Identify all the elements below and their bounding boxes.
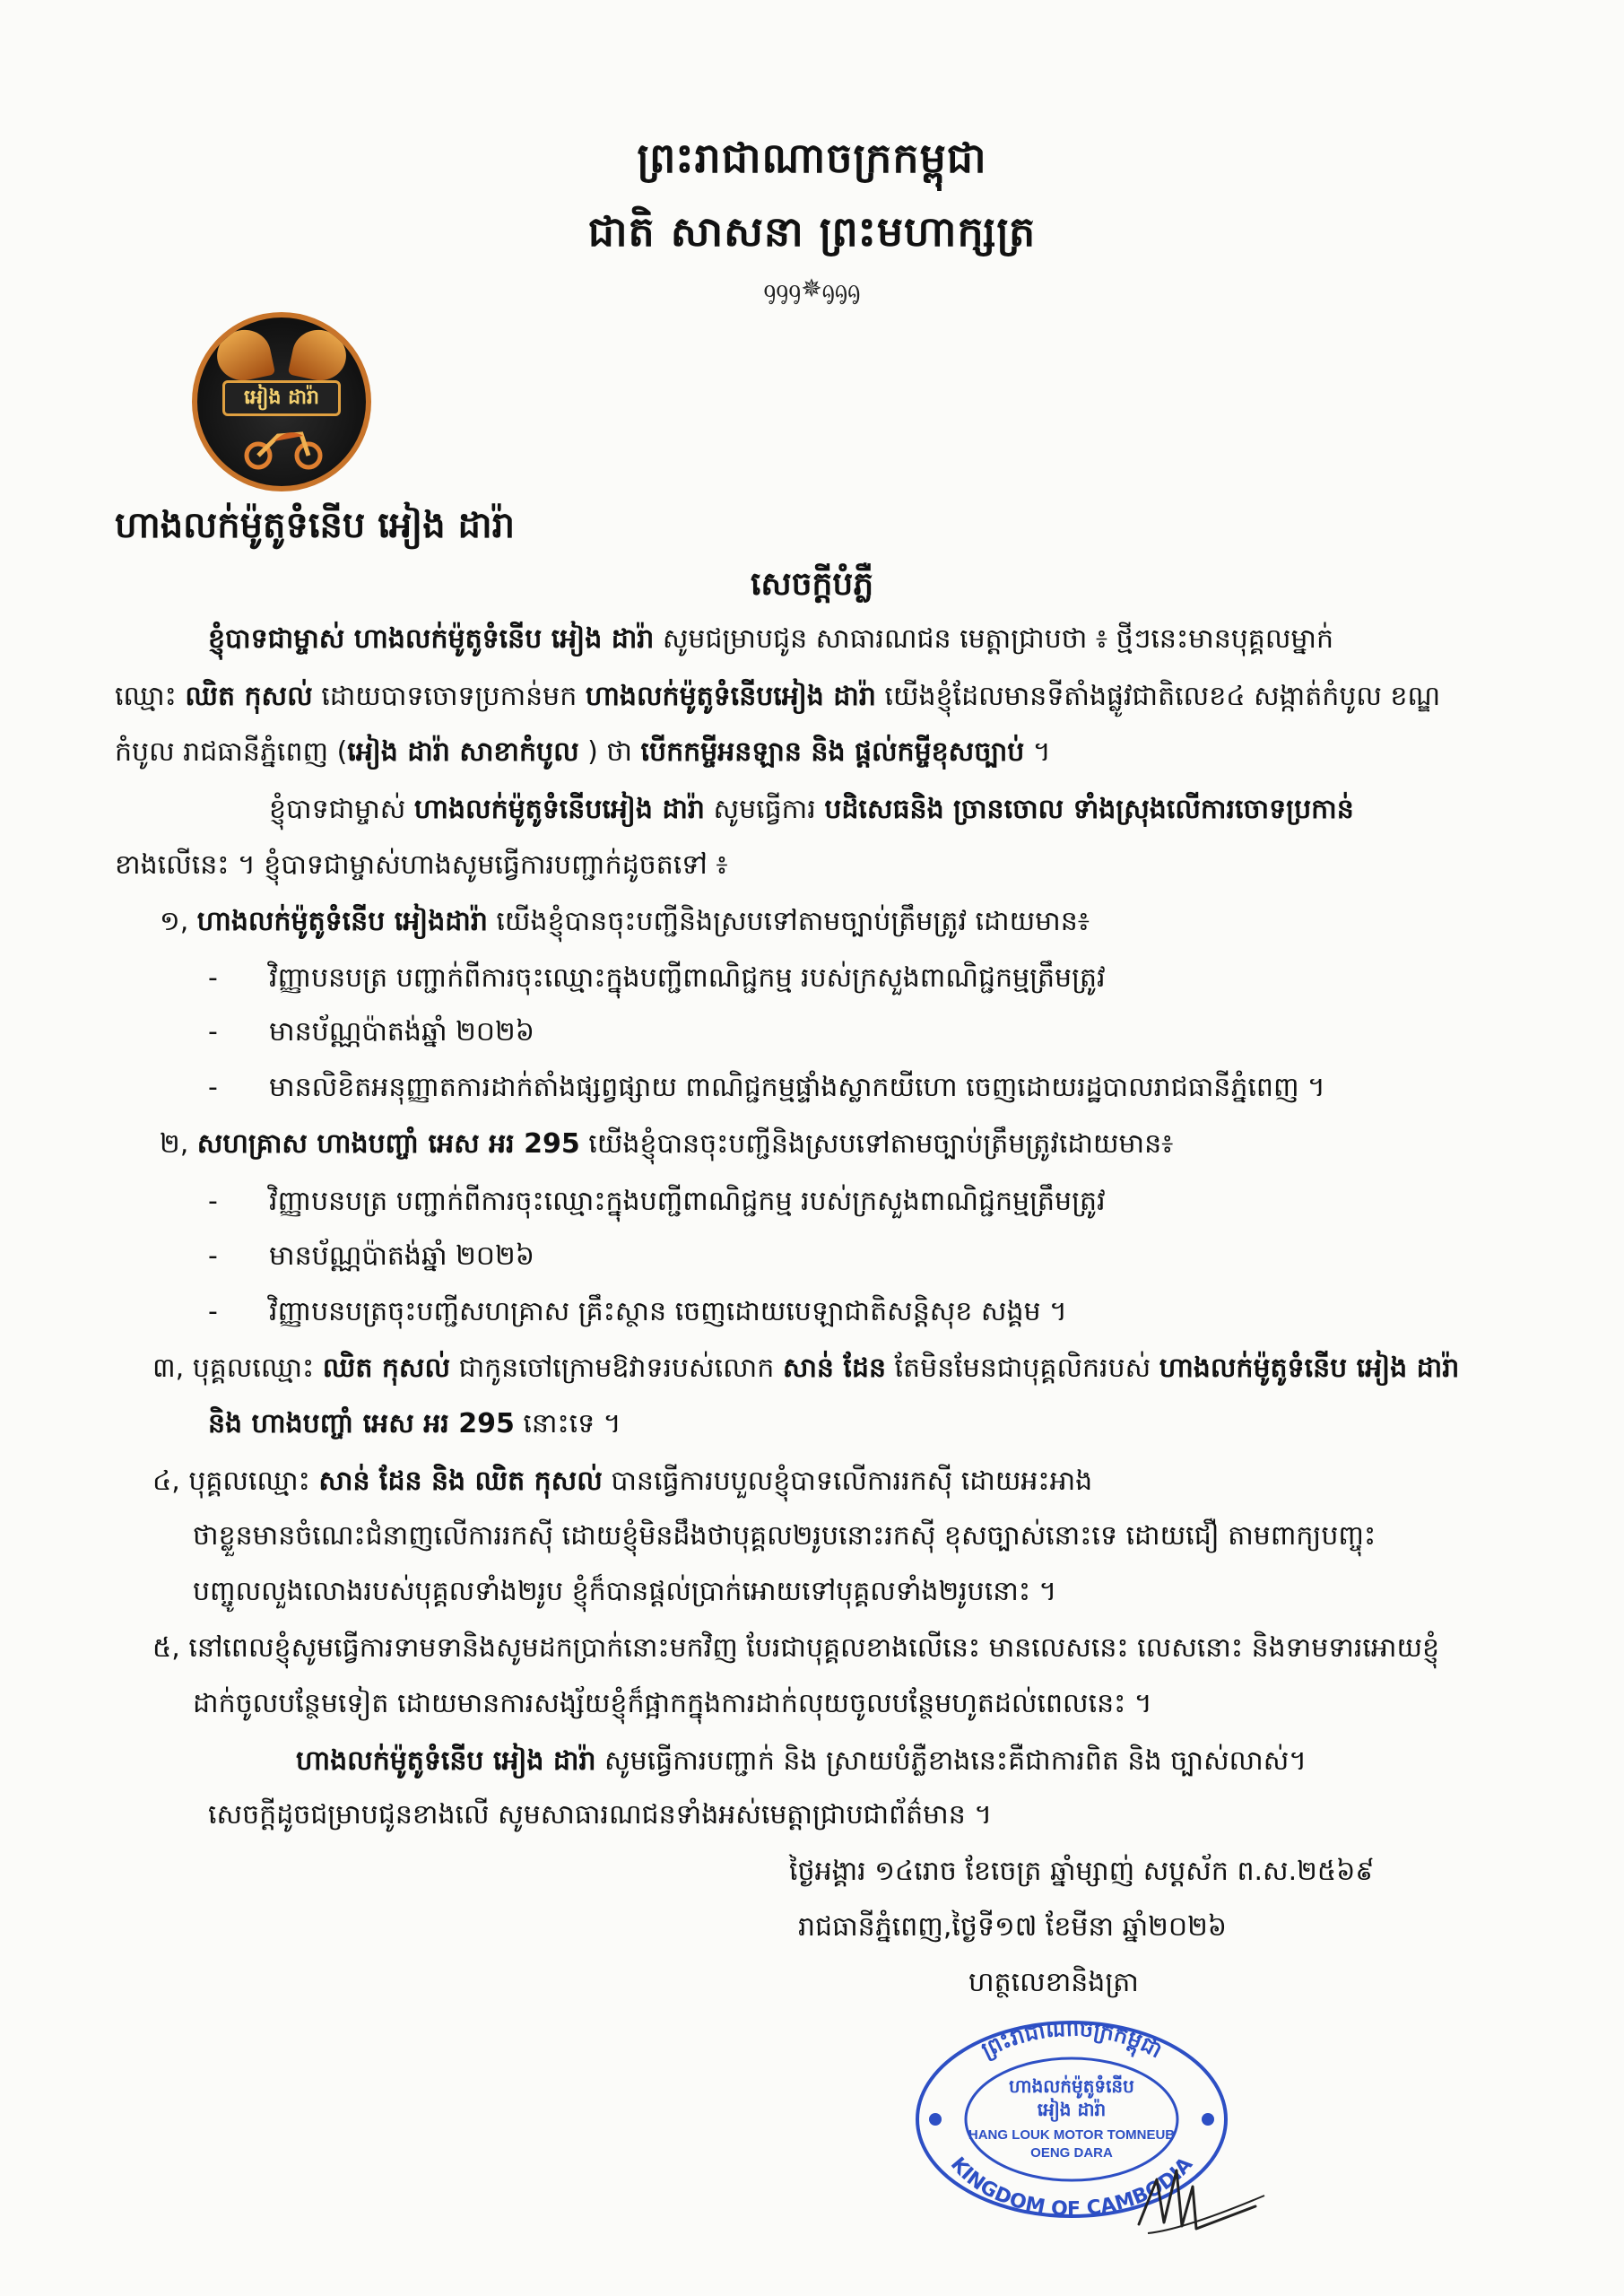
para2-line-2: ខាងលើនេះ ។ ខ្ញុំបាទជាម្ចាស់ហាងសូមធ្វើការបញ្ជាក់ដូចតទៅ ៖ [115, 849, 728, 881]
header-ornament: ᧁᧁᧁ✵ᧂᧂᧂ [763, 274, 861, 303]
logo-wing-left [213, 325, 275, 385]
handwritten-signature [1130, 2144, 1273, 2242]
item-3-line-2: និង ហាងបញ្ចាំ អេស អរ 295 នោះទេ ។ [208, 1408, 621, 1439]
company-logo [192, 312, 371, 491]
intro-line-3: កំបូល រាជធានីភ្នំពេញ (អៀង ដារ៉ា សាខាកំបូល ) ថា បើកកម្ចីអនឡាន និង ផ្ដល់កម្ចីខុសច្បាប់ ។ [115, 736, 1051, 768]
closing-line-1: ហាងលក់ម៉ូតូទំនើប អៀង ដារ៉ា សូមធ្វើការបញ្ជាក់ និង ស្រាយបំភ្លឺខាងនេះគឺជាការពិត និង ច្បាស់លាស់។ [296, 1745, 1307, 1777]
item-5-line-1: ៥, នៅពេលខ្ញុំសូមធ្វើការទាមទានិងសូមដកប្រាក់នោះមកវិញ បែរជាបុគ្គលខាងលើនេះ មានលេសនេះ លេសនោះ និងទាមទារអោយខ្ញុំ [152, 1632, 1440, 1664]
company-name: ហាងលក់ម៉ូតូទំនើប អៀង ដារ៉ា [115, 505, 516, 546]
date-lunar: ថ្ងៃអង្គារ ១៤រោច ខែចេត្រ ឆ្នាំម្សាញ់ សប្តស័ក ព.ស.២៥៦៩ [789, 1856, 1375, 1887]
closing-line-2: សេចក្ដីដូចជម្រាបជូនខាងលើ សូមសាធារណជនទាំងអស់មេត្តាជ្រាបជាព័ត៌មាន ។ [208, 1799, 993, 1831]
document-title: សេចក្ដីបំភ្លឺ [750, 566, 874, 603]
item-2-bullet-3: - វិញ្ញាបនបត្រចុះបញ្ជីសហគ្រាស គ្រឹះស្ថាន ចេញដោយបេឡាជាតិសន្តិសុខ សង្គម ។ [208, 1296, 1067, 1327]
item-1-bullet-1: - វិញ្ញាបនបត្រ បញ្ជាក់ពីការចុះឈ្មោះក្នុងបញ្ជីពាណិជ្ជកម្ម របស់ក្រសួងពាណិជ្ជកម្មត្រឹមត្រូវ [208, 962, 1106, 994]
logo-wing-right [288, 325, 351, 385]
stamp-company-kh: ហាងលក់ម៉ូតូទំនើប [1009, 2075, 1134, 2097]
stamp-top-text: ព្រះរាជាណាចក្រកម្ពុជា [977, 2015, 1167, 2064]
item-2-bullet-1: - វិញ្ញាបនបត្រ បញ្ជាក់ពីការចុះឈ្មោះក្នុងបញ្ជីពាណិជ្ជកម្ម របស់ក្រសួងពាណិជ្ជកម្មត្រឹមត្រូវ [208, 1186, 1106, 1217]
item-2-bullet-2: - មានប័ណ្ណប៉ាតង់ឆ្នាំ ២០២៦ [208, 1240, 534, 1272]
item-4-line-2: ថាខ្លួនមានចំណេះជំនាញលើការរកស៊ី ដោយខ្ញុំមិនដឹងថាបុគ្គល២រូបនោះរកស៊ី ខុសច្បាស់នោះទេ ដោយជឿ តាមពាក្យបញ្ចុះ [193, 1520, 1376, 1552]
item-3-line-1: ៣, បុគ្គលឈ្មោះ ឈិត កុសល់ ជាកូនចៅក្រោមឱវាទរបស់លោក សាន់ ដែន តែមិនមែនជាបុគ្គលិករបស់ ហាងលក់ម៉ូតូទំនើប អៀង ដារ៉ា [152, 1352, 1460, 1384]
motorbike-icon [239, 423, 328, 470]
svg-text:ព្រះរាជាណាចក្រកម្ពុជា [977, 2015, 1166, 2063]
para2-line-1: ខ្ញុំបាទជាម្ចាស់ ហាងលក់ម៉ូតូទំនើបអៀង ដារ៉ា សូមធ្វើការ បដិសេធនិង ច្រានចោល ទាំងស្រុងលើការចោទប្រកាន់ [269, 794, 1354, 825]
item-1-bullet-2: - មានប័ណ្ណប៉ាតង់ឆ្នាំ ២០២៦ [208, 1016, 534, 1048]
intro-line-2: ឈ្មោះ ឈិត កុសល់ ដោយបាទចោទប្រកាន់មក ហាងលក់ម៉ូតូទំនើបអៀង ដារ៉ា យើងខ្ញុំដែលមានទីតាំងផ្លូវជាតិលេខ៤ សង្កាត់កំបូល ខណ្ឌ [115, 681, 1441, 712]
stamp-en-1: HANG LOUK MOTOR TOMNEUB [968, 2127, 1176, 2143]
stamp-en-2: OENG DARA [1030, 2145, 1113, 2161]
intro-line-1: ខ្ញុំបាទជាម្ចាស់ ហាងលក់ម៉ូតូទំនើប អៀង ដារ៉ា សូមជម្រាបជូន សាធារណជន មេត្តាជ្រាបថា ៖ ថ្មីៗនេះមានបុគ្គលម្នាក់ [208, 623, 1334, 655]
date-solar: រាជធានីភ្នំពេញ,ថ្ងៃទី១៧ ខែមីនា ឆ្នាំ២០២៦ [798, 1911, 1228, 1943]
signature-label: ហត្ថលេខានិងត្រា [968, 1967, 1139, 1998]
logo-text: អៀង ដារ៉ា [222, 380, 341, 416]
stamp-bottom-text: KINGDOM OF CAMBODIA [945, 2152, 1198, 2220]
item-2: ២, សហគ្រាស ហាងបញ្ចាំ អេស អរ 295 យើងខ្ញុំបានចុះបញ្ជីនិងស្របទៅតាមច្បាប់ត្រឹមត្រូវដោយមាន៖ [160, 1128, 1174, 1160]
item-5-line-2: ដាក់ចូលបន្ថែមទៀត ដោយមានការសង្ស័យខ្ញុំក៏ផ្អាកក្នុងការដាក់លុយចូលបន្ថែមហូតដល់ពេលនេះ ។ [193, 1688, 1152, 1719]
header-kingdom: ព្រះរាជាណាចក្រកម្ពុជា [637, 134, 987, 182]
item-1: ១, ហាងលក់ម៉ូតូទំនើប អៀងដារ៉ា យើងខ្ញុំបានចុះបញ្ជីនិងស្របទៅតាមច្បាប់ត្រឹមត្រូវ ដោយមាន៖ [160, 906, 1090, 937]
item-4-line-1: ៤, បុគ្គលឈ្មោះ សាន់ ដែន និង ឈិត កុសល់ បានធ្វើការបបួលខ្ញុំបាទលើការរកស៊ី ដោយអះអាង [152, 1465, 1093, 1497]
stamp-name-kh: អៀង ដារ៉ា [1037, 2099, 1107, 2120]
item-1-bullet-3: - មានលិខិតអនុញ្ញាតការដាក់តាំងផ្សព្វផ្សាយ ពាណិជ្ជកម្មផ្ទាំងស្លាកយីហោ ចេញដោយរដ្ឋបាលរាជធានីភ្នំពេញ ។ [208, 1072, 1325, 1103]
item-4-line-3: បញ្ចូលលួងលោងរបស់បុគ្គលទាំង២រូប ខ្ញុំក៏បានផ្ដល់ប្រាក់អោយទៅបុគ្គលទាំង២រូបនោះ ។ [193, 1576, 1057, 1607]
header-motto: ជាតិ សាសនា ព្រះមហាក្សត្រ [587, 207, 1037, 256]
